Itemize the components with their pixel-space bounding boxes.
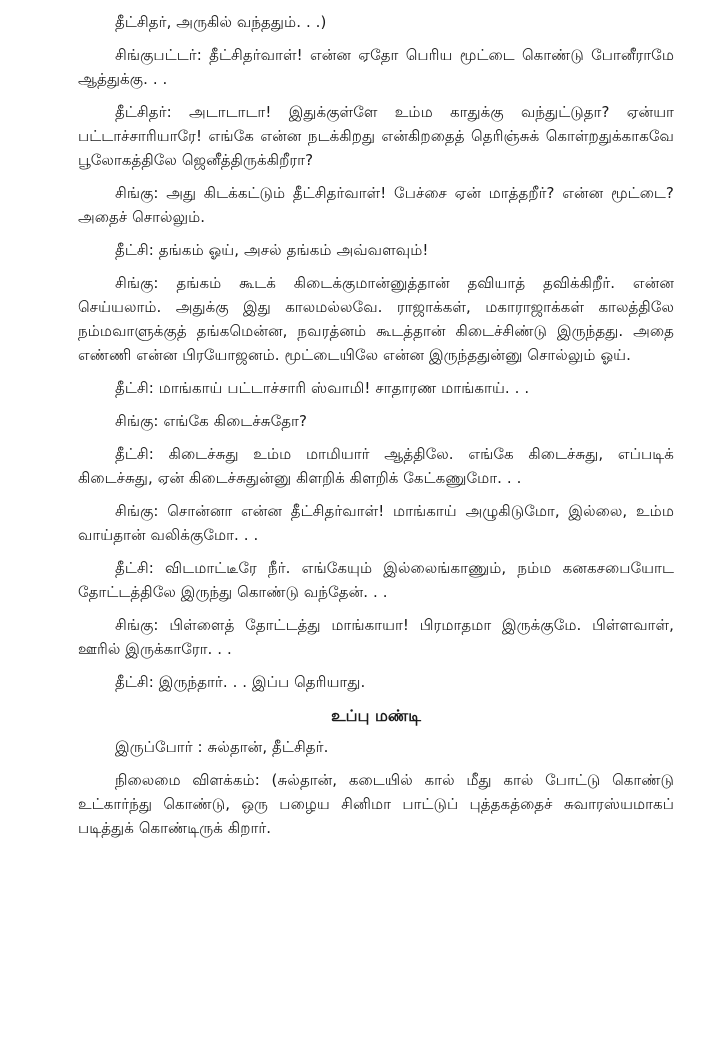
paragraph: தீட்சி: கிடைச்சுது உம்ம மாமியார் ஆத்திலே. எங்கே கிடைச்சுது, எப்படிக் கிடைச்சுது, ஏன் கிடைச்சுதுன்னு கிளறிக் கிளறிக் கேட்கணுமோ. . .	[78, 445, 674, 487]
paragraph: சிங்குபட்டர்: தீட்சிதர்வாள்! என்ன ஏதோ பெரிய மூட்டை கொண்டு போனீராமே ஆத்துக்கு. . .	[78, 46, 674, 88]
paragraph: தீட்சி: தங்கம் ஓய், அசல் தங்கம் அவ்வளவும்!	[115, 241, 429, 259]
paragraph: தீட்சி: இருந்தார். . . இப்ப தெரியாது.	[115, 673, 366, 691]
text-block	[78, 10, 674, 849]
paragraph: தீட்சி: விடமாட்டீரே நீர். எங்கேயும் இல்லைங்காணும், நம்ம கனகசபையோட தோட்டத்திலே இருந்து கொண்டு வந்தேன். . .	[78, 559, 674, 601]
paragraph: தீட்சிதர், அருகில் வந்ததும். . .)	[115, 13, 327, 31]
paragraph: இருப்போர் : சுல்தான், தீட்சிதர்.	[115, 738, 329, 756]
paragraph: சிங்கு: சொன்னா என்ன தீட்சிதர்வாள்! மாங்காய் அழுகிடுமோ, இல்லை, உம்ம வாய்தான் வலிக்குமோ. . .	[78, 502, 674, 544]
paragraph: சிங்கு: பிள்ளைத் தோட்டத்து மாங்காயா! பிரமாதமா இருக்குமே. பிள்ளவாள், ஊரில் இருக்காரோ. . .	[78, 616, 674, 658]
paragraph: சிங்கு: எங்கே கிடைச்சுதோ?	[115, 412, 308, 430]
paragraph: சிங்கு: தங்கம் கூடக் கிடைக்குமான்னுத்தான் தவியாத் தவிக்கிறீர். என்ன செய்யலாம். அதுக்கு இது காலமல்லவே. ராஜாக்கள், மகாராஜாக்கள் காலத்திலே நம்மவாளுக்குத் தங்கமென்ன, நவரத்னம் கூடத்தான் கிடைச்சிண்டு இருந்தது. அதை எண்ணி என்ன பிரயோஜனம். மூட்டையிலே என்ன இருந்ததுன்னு சொல்லும் ஓய்.	[78, 274, 674, 364]
paragraph: நிலைமை விளக்கம்: (சுல்தான், கடையில் கால் மீது கால் போட்டு கொண்டு உட்கார்ந்து கொண்டு, ஒரு பழைய சினிமா பாட்டுப் புத்தகத்தைச் சுவாரஸ்யமாகப் படித்துக் கொண்டிருக் கிறார்.	[78, 771, 674, 837]
section-heading: உப்பு மண்டி	[331, 706, 421, 725]
paragraph: சிங்கு: அது கிடக்கட்டும் தீட்சிதர்வாள்! பேச்சை ஏன் மாத்தறீர்? என்ன மூட்டை? அதைச் சொல்லும்.	[78, 184, 674, 226]
paragraph: தீட்சிதர்: அடாடாடா! இதுக்குள்ளே உம்ம காதுக்கு வந்துட்டுதா? ஏன்யா பட்டாச்சாரியாரே! எங்கே என்ன நடக்கிறது என்கிறதைத் தெரிஞ்சுக் கொள்றதுக்காகவே பூலோகத்திலே ஜெனீத்திருக்கிறீரா?	[78, 103, 674, 169]
paragraph: தீட்சி: மாங்காய் பட்டாச்சாரி ஸ்வாமி! சாதாரண மாங்காய். . .	[115, 379, 530, 397]
